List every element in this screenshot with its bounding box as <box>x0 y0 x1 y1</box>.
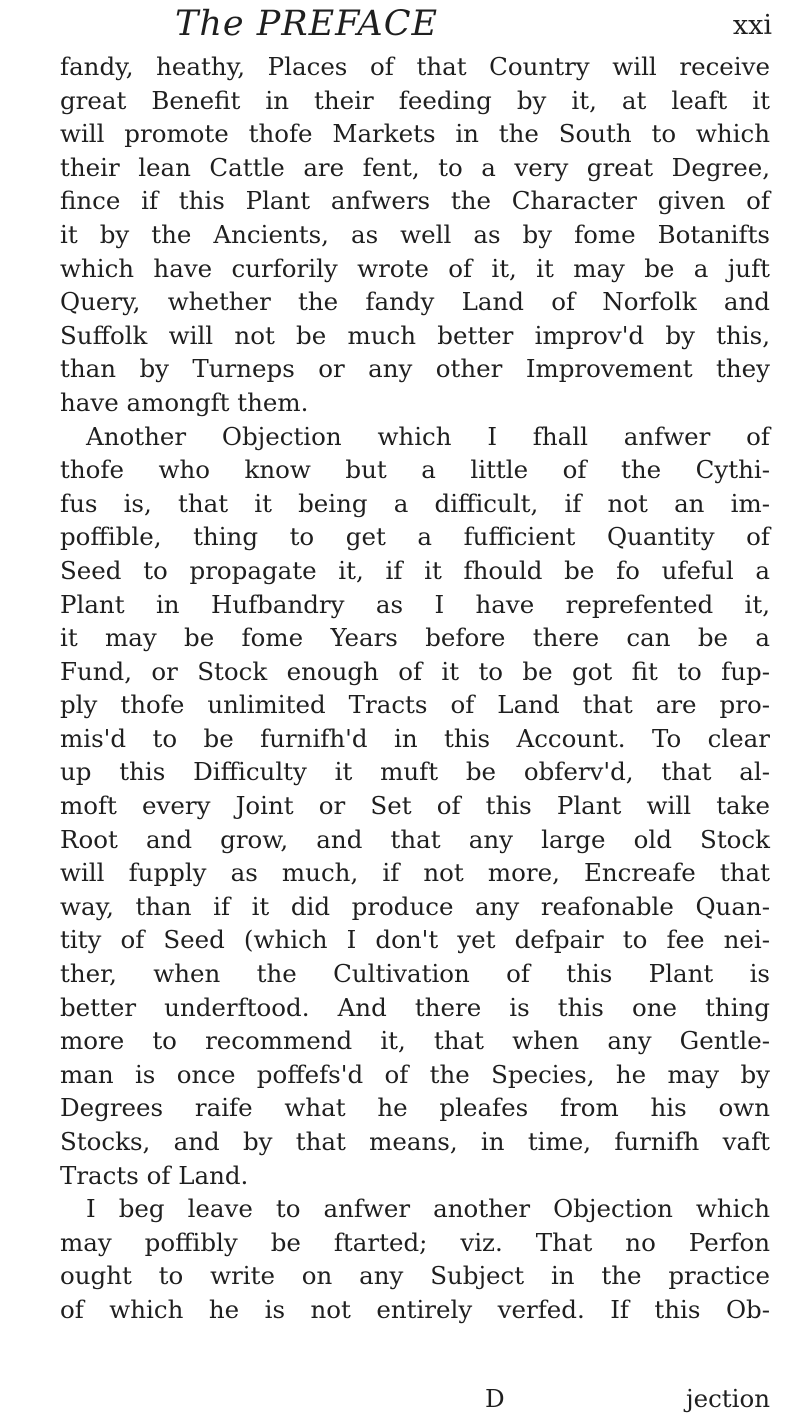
text-line: Suffolk will not be much better improv'd by this, <box>60 320 770 350</box>
text-line: up this Difficulty it muft be obferv'd, that al- <box>60 757 770 787</box>
text-line: thofe who know but a little of the Cythi- <box>60 455 770 485</box>
text-line: Degrees raife what he pleafes from his own <box>60 1093 770 1123</box>
text-line: man is once poffefs'd of the Species, he may by <box>60 1059 770 1089</box>
text-line: Fund, or Stock enough of it to be got fit to fup- <box>60 656 770 686</box>
paragraph-start-line: Another Objection which I fhall anfwer of <box>86 421 770 451</box>
text-line: Tracts of Land. <box>60 1160 249 1190</box>
text-line: than by Turneps or any other Improvement they <box>60 354 770 384</box>
text-line: ought to write on any Subject in the practice <box>60 1261 770 1291</box>
text-line: ther, when the Cultivation of this Plant is <box>60 959 770 989</box>
body-text <box>60 50 770 1327</box>
text-line: fandy, heathy, Places of that Country will receive <box>60 52 770 81</box>
text-line: ply thofe unlimited Tracts of Land that are pro- <box>60 690 770 720</box>
text-line: fus is, that it being a difficult, if not an im- <box>60 488 770 518</box>
catchword: jection <box>685 1384 770 1413</box>
text-line: Root and grow, and that any large old Stock <box>60 824 770 854</box>
text-line: moft every Joint or Set of this Plant will take <box>60 791 770 821</box>
text-line: better underftood. And there is this one thing <box>60 992 770 1022</box>
text-line: great Benefit in their feeding by it, at leaft it <box>60 85 770 115</box>
text-line: fince if this Plant anfwers the Character given of <box>60 186 770 216</box>
text-line: Query, whether the fandy Land of Norfolk and <box>60 287 770 317</box>
text-line: poffible, thing to get a fufficient Quantity of <box>60 522 770 552</box>
text-line: their lean Cattle are fent, to a very great Degree, <box>60 152 770 182</box>
text-line: Stocks, and by that means, in time, furnifh vaft <box>60 1127 770 1156</box>
page-footer <box>60 1382 770 1416</box>
running-title: The PREFACE <box>175 4 439 44</box>
text-line: it by the Ancients, as well as by fome Botanifts <box>60 219 770 249</box>
text-line: way, than if it did produce any reafonable Quan- <box>60 891 770 921</box>
text-line: of which he is not entirely verfed. If this Ob- <box>60 1294 770 1324</box>
text-line: more to recommend it, that when any Gentle- <box>60 1026 770 1056</box>
text-line: mis'd to be furnifh'd in this Account. To clear <box>60 723 770 753</box>
text-line: Seed to propagate it, if it fhould be fo ufeful a <box>60 555 770 585</box>
text-line: it may be fome Years before there can be a <box>60 623 770 653</box>
text-line: will fupply as much, if not more, Encreafe that <box>60 858 770 888</box>
text-line: which have curforily wrote of it, it may be a juft <box>60 253 770 283</box>
paragraph-start-line: I beg leave to anfwer another Objection which <box>86 1194 770 1224</box>
text-line: may poffibly be ftarted; viz. That no Perfon <box>60 1227 770 1257</box>
text-line: tity of Seed (which I don't yet defpair to fee nei- <box>60 925 770 955</box>
text-line: will promote thofe Markets in the South to which <box>60 119 770 149</box>
text-line: have amongft them. <box>60 387 309 417</box>
page-number: xxi <box>732 10 772 41</box>
signature-mark: D <box>485 1384 505 1413</box>
page-header <box>60 4 780 44</box>
text-line: Plant in Hufbandry as I have reprefented it, <box>60 589 770 619</box>
